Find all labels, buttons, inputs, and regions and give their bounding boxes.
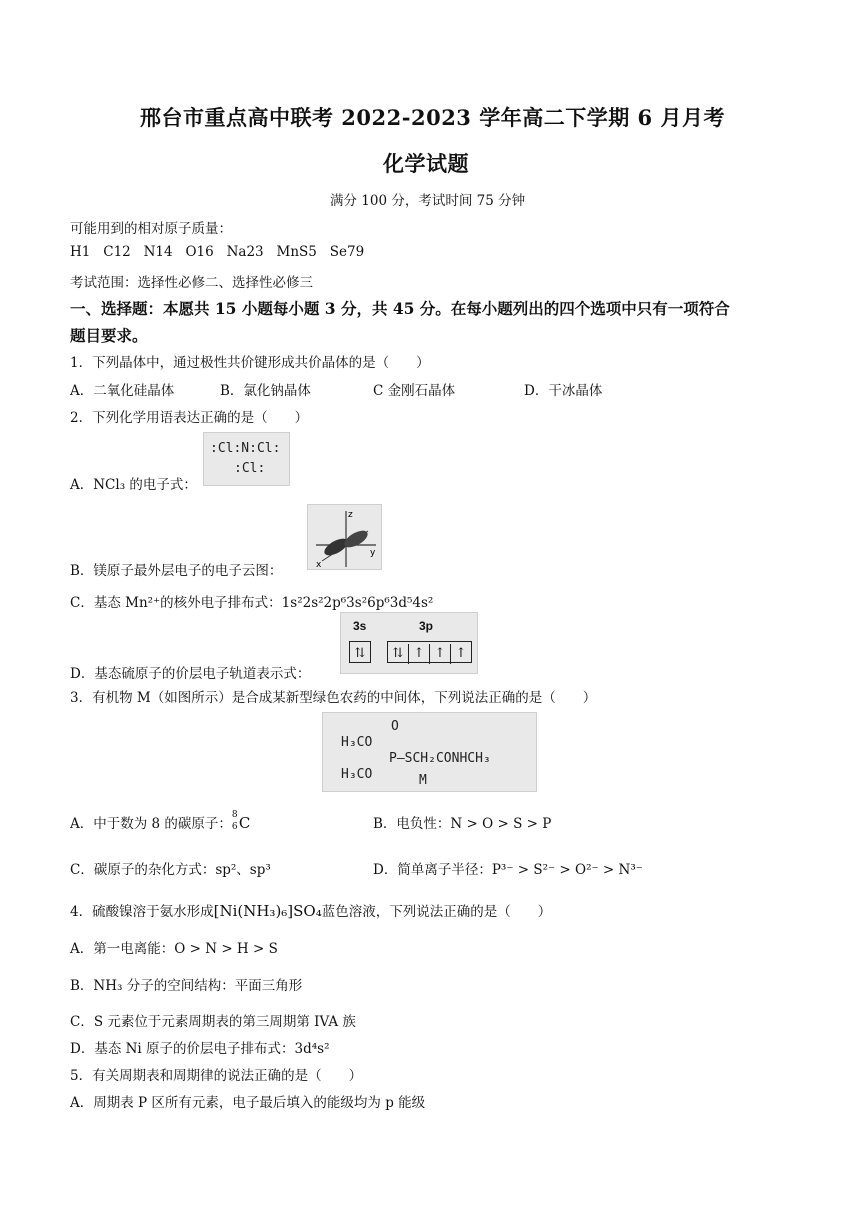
q3-option-a: A．中于数为 8 的碳原子： 8 6 C [70,809,251,832]
q3-stem: 3．有机物 M（如图所示）是合成某新型绿色农药的中间体，下列说法正确的是（ ） [70,690,597,706]
q4-option-a: A．第一电离能：O > N > H > S [70,941,278,957]
q2-option-c: C．基态 Mn²⁺的核外电子排布式：1s²2s²2p⁶3s²6p⁶3d⁵4s² [70,595,434,611]
q3-option-d: D．简单离子半径：P³⁻ > S²⁻ > O²⁻ > N³⁻ [373,862,643,878]
q3-option-c: C．碳原子的杂化方式：sp²、sp³ [70,862,271,878]
q1-stem: 1．下列晶体中，通过极性共价键形成共价晶体的是（ ） [70,355,430,371]
orbital-diagram-image: 3s 3p ⇅ ⇅ ↑ ↑ ↑ [340,612,478,674]
q4-option-c: C．S 元素位于元素周期表的第三周期第 IVA 族 [70,1014,356,1030]
subject-title: 化学试题 [383,151,469,176]
exam-title: 邢台市重点高中联考 2022-2023 学年高二下学期 6 月月考 [140,105,725,130]
atomic-mass-label: 可能用到的相对原子质量： [70,221,232,237]
atomic-mass-list: H1 C12 N14 O16 Na23 MnS5 Se79 [70,244,365,260]
section-heading-cont: 题目要求。 [70,326,148,345]
q1-option-a: A．二氧化硅晶体 [70,383,175,399]
svg-text:y: y [370,548,376,558]
nuclide-atomic-number: 6 [231,821,238,832]
q4-option-b: B．NH₃ 分子的空间结构：平面三角形 [70,978,303,994]
q5-option-a: A．周期表 P 区所有元素，电子最后填入的能级均为 p 能级 [70,1095,426,1111]
q2-option-a: A．NCl₃ 的电子式： [70,477,197,493]
q5-stem: 5．有关周期表和周期律的说法正确的是（ ） [70,1068,363,1084]
q1-option-c: C 金刚石晶体 [373,383,456,399]
q1-option-d: D．干冰晶体 [524,383,603,399]
exam-info: 满分 100 分，考试时间 75 分钟 [330,193,526,209]
q3-option-b: B．电负性：N > O > S > P [373,816,552,832]
structure-m-image: O H₃CO P–SCH₂CONHCH₃ H₃CO M [322,712,537,792]
nuclide-symbol: C [238,813,251,832]
electron-cloud-graphic [308,505,382,570]
section-heading: 一、选择题：本愿共 15 小题每小题 3 分，共 45 分。在每小题列出的四个选项中只有一项符合 [70,299,730,318]
q2-option-b: B．镁原子最外层电子的电子云图： [70,563,283,579]
electron-dot-image: :Cl:N:Cl: :Cl: [203,432,290,486]
q4-stem: 4．硫酸镍溶于氨水形成[Ni(NH₃)₆]SO₄蓝色溶液，下列说法正确的是（ ） [70,902,552,920]
q2-option-d: D．基态硫原子的价层电子轨道表示式： [70,666,311,682]
exam-scope: 考试范围：选择性必修二、选择性必修三 [70,275,313,291]
svg-text:x: x [316,560,322,570]
q2-stem: 2．下列化学用语表达正确的是（ ） [70,410,309,426]
svg-text:z: z [348,510,353,520]
electron-cloud-image [307,504,382,570]
q4-option-d: D．基态 Ni 原子的价层电子排布式：3d⁴s² [70,1041,330,1057]
q1-option-b: B．氯化钠晶体 [220,383,311,399]
complex-formula: [Ni(NH₃)₆]SO₄ [213,902,322,920]
nuclide-mass-number: 8 [231,809,238,820]
